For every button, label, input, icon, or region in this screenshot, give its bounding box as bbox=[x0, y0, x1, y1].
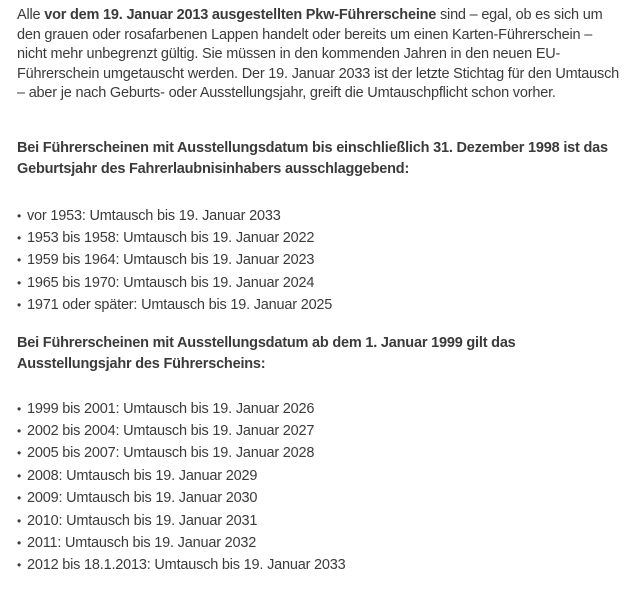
item-text: 1959 bis 1964: Umtausch bis 19. Januar 2023 bbox=[27, 252, 315, 269]
item-text: 2005 bis 2007: Umtausch bis 19. Januar 2028 bbox=[27, 445, 315, 462]
intro-paragraph bbox=[17, 6, 623, 104]
deadline-list bbox=[17, 398, 623, 577]
list-item bbox=[17, 442, 623, 464]
bullet-icon: • bbox=[17, 468, 22, 483]
item-text: vor 1953: Umtausch bis 19. Januar 2033 bbox=[27, 207, 281, 224]
item-text: 1999 bis 2001: Umtausch bis 19. Januar 2026 bbox=[27, 400, 315, 417]
list-item bbox=[17, 510, 623, 532]
item-text: 2002 bis 2004: Umtausch bis 19. Januar 2027 bbox=[27, 422, 315, 439]
bullet-icon: • bbox=[17, 535, 22, 550]
list-item bbox=[17, 227, 623, 249]
item-text: 1953 bis 1958: Umtausch bis 19. Januar 2022 bbox=[27, 229, 315, 246]
section-issue-year-rule bbox=[17, 333, 623, 577]
item-text: 1971 oder später: Umtausch bis 19. Januar 2025 bbox=[27, 297, 333, 314]
list-item bbox=[17, 554, 623, 576]
bullet-icon: • bbox=[17, 446, 22, 461]
list-item bbox=[17, 294, 623, 316]
item-text: 1965 bis 1970: Umtausch bis 19. Januar 2024 bbox=[27, 274, 315, 291]
intro-text-bold: vor dem 19. Januar 2013 ausgestellten Pkw-Führerscheine bbox=[44, 7, 437, 23]
deadline-list bbox=[17, 205, 623, 317]
list-item bbox=[17, 249, 623, 271]
bullet-icon: • bbox=[17, 401, 22, 416]
list-item bbox=[17, 420, 623, 442]
list-item bbox=[17, 398, 623, 420]
list-item bbox=[17, 532, 623, 554]
bullet-icon: • bbox=[17, 558, 22, 573]
list-item bbox=[17, 487, 623, 509]
section-birth-year-rule bbox=[17, 138, 623, 317]
bullet-icon: • bbox=[17, 298, 22, 313]
bullet-icon: • bbox=[17, 230, 22, 245]
section-heading: Bei Führerscheinen mit Ausstellungsdatum ab dem 1. Januar 1999 gilt das Ausstellungsjahr des Führerscheins: bbox=[17, 334, 516, 372]
item-text: 2008: Umtausch bis 19. Januar 2029 bbox=[27, 467, 258, 484]
list-item bbox=[17, 465, 623, 487]
list-item bbox=[17, 272, 623, 294]
bullet-icon: • bbox=[17, 275, 22, 290]
section-heading: Bei Führerscheinen mit Ausstellungsdatum bis einschließlich 31. Dezember 1998 ist das Geburtsjahr des Fahrerlaubnisinhabers ausschlaggebend: bbox=[17, 139, 608, 177]
bullet-icon: • bbox=[17, 253, 22, 268]
intro-text-start: Alle bbox=[17, 7, 45, 23]
item-text: 2009: Umtausch bis 19. Januar 2030 bbox=[27, 490, 258, 507]
list-item bbox=[17, 205, 623, 227]
item-text: 2011: Umtausch bis 19. Januar 2032 bbox=[27, 534, 257, 551]
item-text: 2012 bis 18.1.2013: Umtausch bis 19. Januar 2033 bbox=[27, 557, 346, 574]
item-text: 2010: Umtausch bis 19. Januar 2031 bbox=[27, 512, 258, 529]
bullet-icon: • bbox=[17, 513, 22, 528]
intro-text-end: sind – egal, ob es sich um den grauen oder rosafarbenen Lappen handelt oder bereits um einen Karten-Führerschein – nicht mehr unbegrenzt gültig. Sie müssen in den kommenden Jahren in den neuen EU-Führerschein umgetauscht werden. Der 19. Januar 2033 ist der letzte Stichtag für den Umtausch – aber je nach Geburts- oder Ausstellungsjahr, greift die Umtauschpflicht schon vorher. bbox=[17, 7, 620, 101]
bullet-icon: • bbox=[17, 208, 22, 223]
bullet-icon: • bbox=[17, 423, 22, 438]
bullet-icon: • bbox=[17, 491, 22, 506]
